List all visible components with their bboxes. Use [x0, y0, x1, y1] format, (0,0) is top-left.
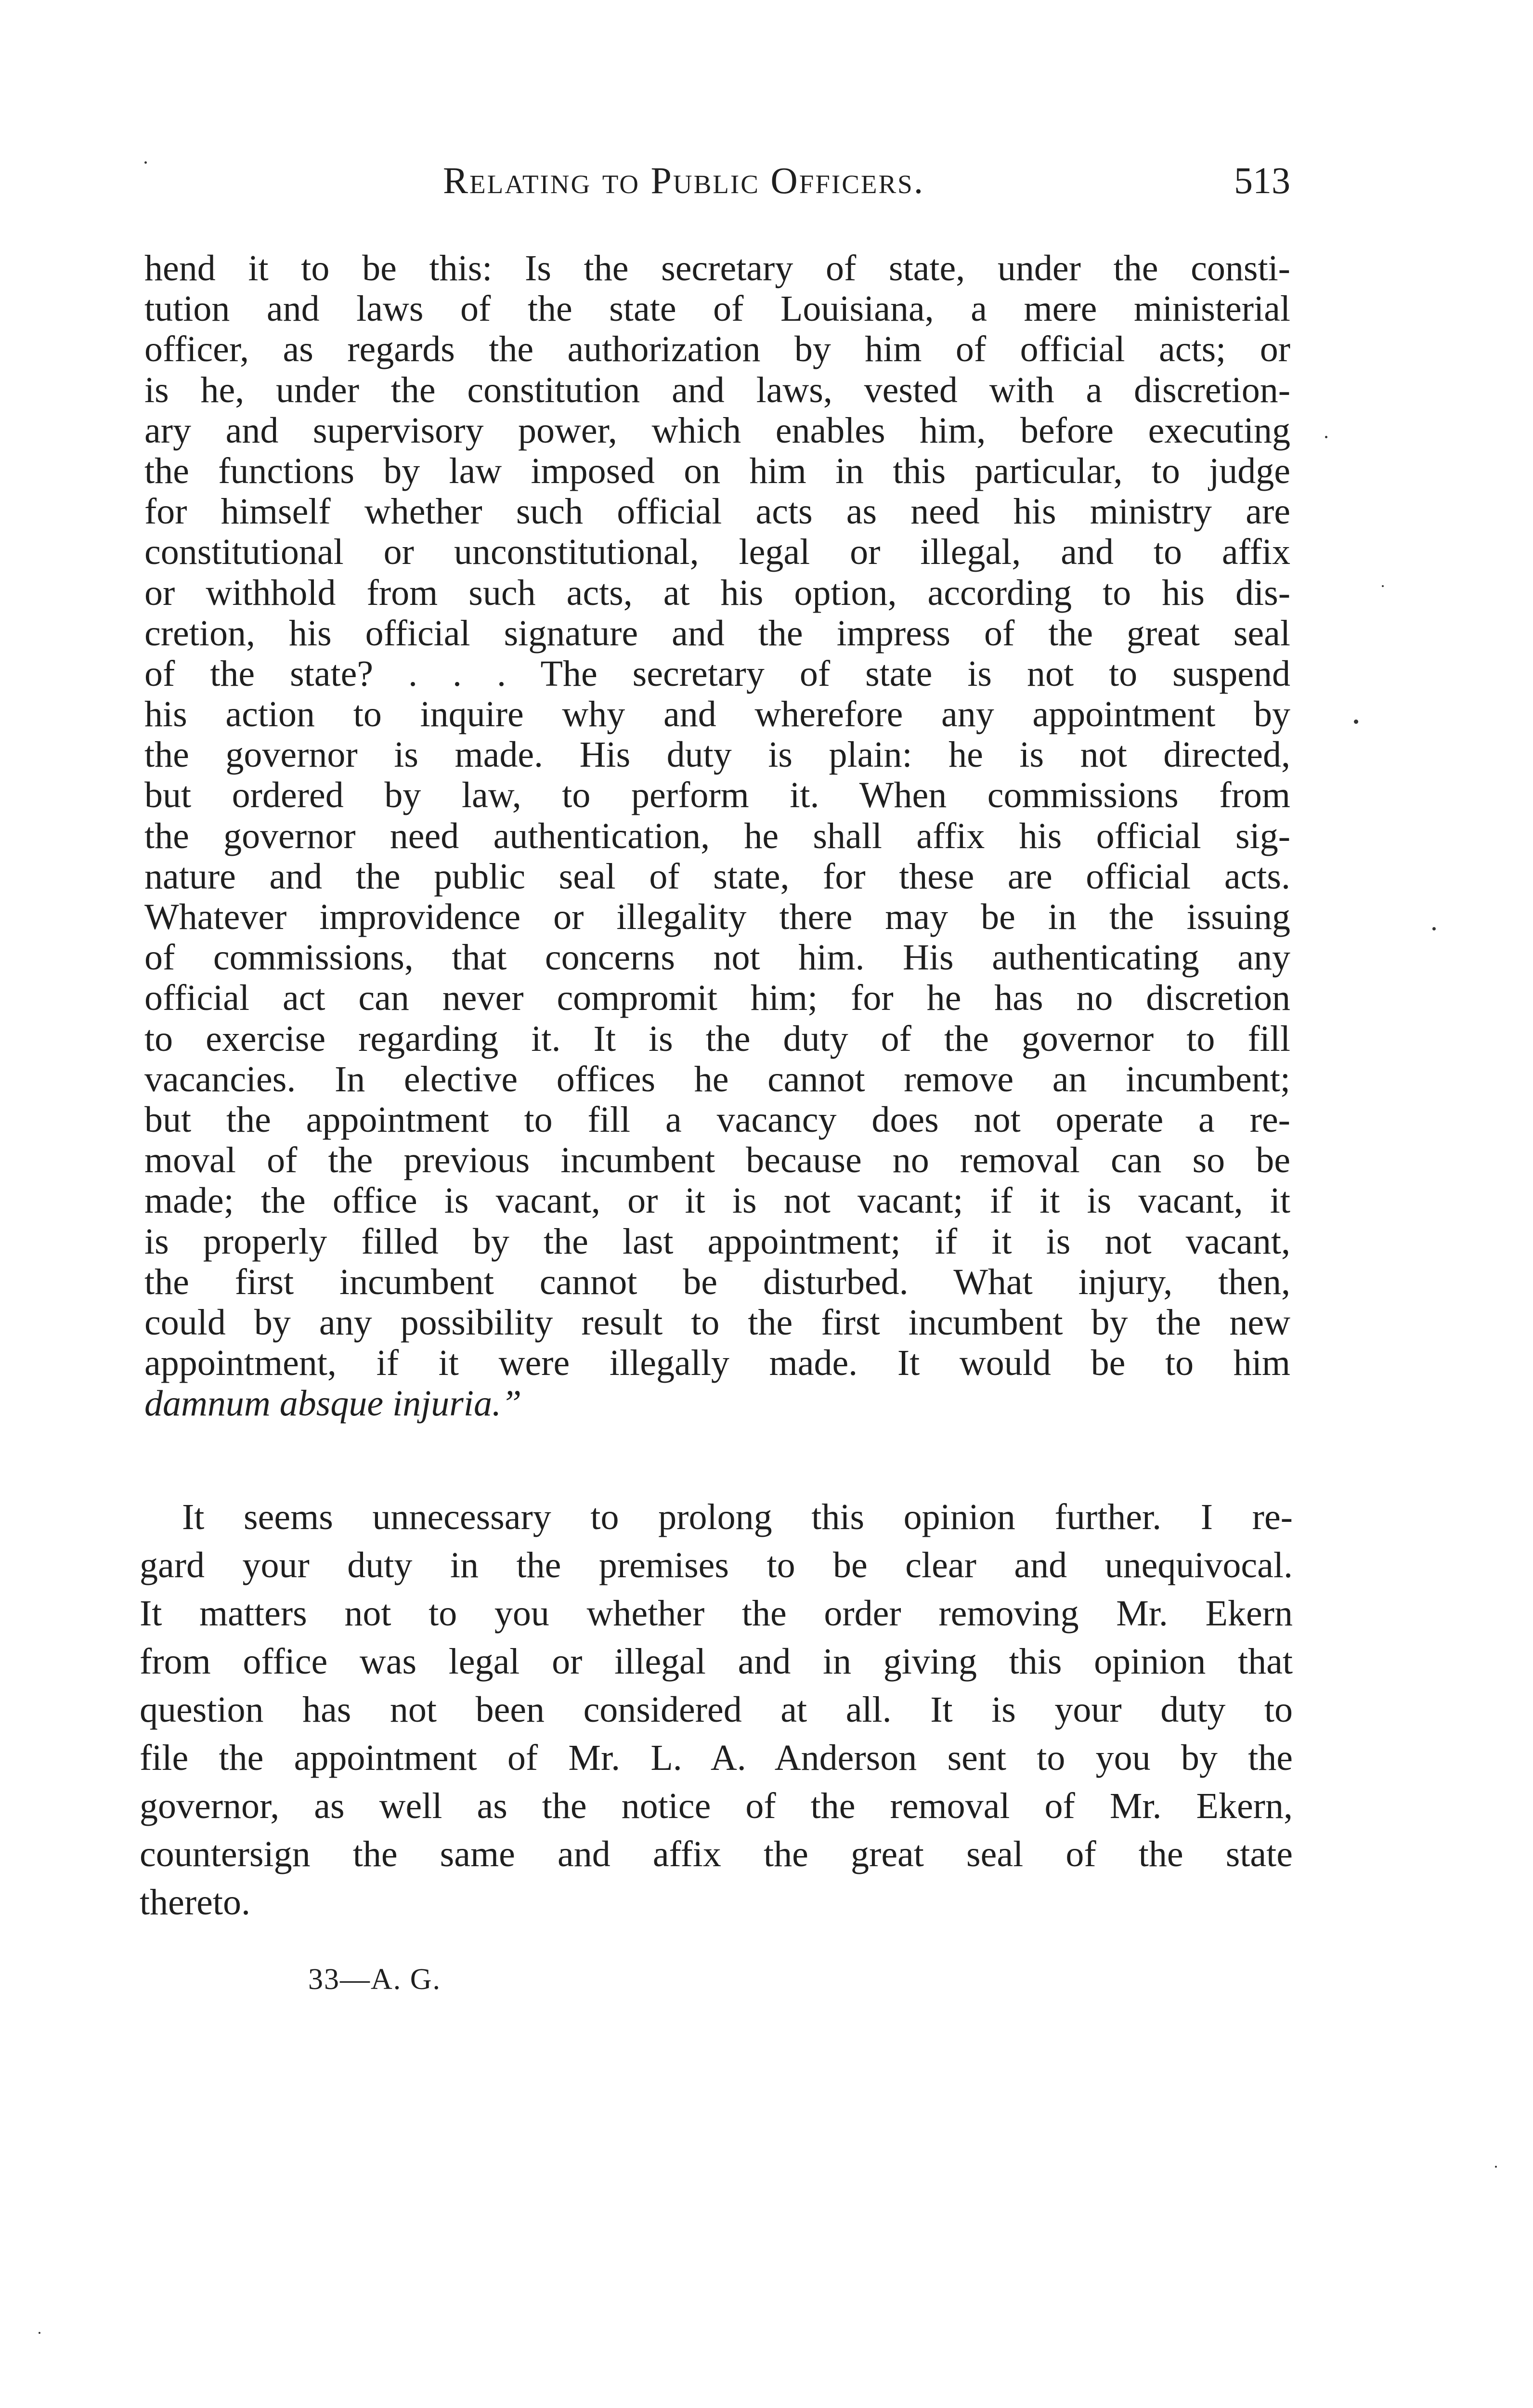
- quote-line: of commissions, that concerns not him. His authenticating any: [144, 937, 1290, 978]
- quote-line: the governor need authentication, he shall affix his official sig-: [144, 815, 1290, 856]
- quote-line: but the appointment to fill a vacancy does not operate a re-: [144, 1099, 1290, 1140]
- opinion-paragraph: [140, 1493, 1293, 1926]
- scan-speck: [1495, 2166, 1497, 2168]
- quote-line: nature and the public seal of state, for these are official acts.: [144, 856, 1290, 897]
- quote-line: tution and laws of the state of Louisiana, a mere ministerial: [144, 288, 1290, 329]
- quote-line: made; the office is vacant, or it is not vacant; if it is vacant, it: [144, 1180, 1290, 1221]
- running-head: [144, 159, 1290, 212]
- scan-speck: [1325, 436, 1327, 438]
- quote-line: official act can never compromit him; for he has no discretion: [144, 978, 1290, 1019]
- quote-line: his action to inquire why and wherefore any appointment by: [144, 694, 1290, 735]
- quote-line: the first incumbent cannot be disturbed. What injury, then,: [144, 1261, 1290, 1302]
- scan-speck: [1432, 927, 1436, 930]
- page-number: 513: [1234, 159, 1290, 201]
- quote-line: cretion, his official signature and the impress of the great seal: [144, 613, 1290, 654]
- paragraph-line: file the appointment of Mr. L. A. Anderson sent to you by the: [140, 1738, 1293, 1778]
- paragraph-line: gard your duty in the premises to be clear and unequivocal.: [140, 1545, 1293, 1585]
- quote-line: or withhold from such acts, at his option, according to his dis-: [144, 572, 1290, 613]
- scan-speck: [1354, 720, 1358, 724]
- quote-line: to exercise regarding it. It is the duty of the governor to fill: [144, 1018, 1290, 1059]
- quote-line: of the state? . . . The secretary of state is not to suspend: [144, 653, 1290, 694]
- scan-speck: [144, 161, 147, 164]
- quote-line: hend it to be this: Is the secretary of state, under the consti-: [144, 248, 1290, 288]
- quote-line: could by any possibility result to the first incumbent by the new: [144, 1302, 1290, 1343]
- quote-line: is properly filled by the last appointment; if it is not vacant,: [144, 1221, 1290, 1262]
- latin-phrase: damnum absque injuria.”: [144, 1383, 522, 1424]
- quote-line: the governor is made. His duty is plain: he is not directed,: [144, 734, 1290, 775]
- paragraph-line: countersign the same and affix the great seal of the state: [140, 1834, 1293, 1874]
- running-title: Relating to Public Officers.: [443, 159, 925, 201]
- paragraph-line: governor, as well as the notice of the removal of Mr. Ekern,: [140, 1786, 1293, 1826]
- paragraph-line: It matters not to you whether the order removing Mr. Ekern: [140, 1593, 1293, 1634]
- quote-line: Whatever improvidence or illegality there may be in the issuing: [144, 897, 1290, 937]
- scan-speck: [39, 2332, 40, 2334]
- paragraph-line: from office was legal or illegal and in giving this opinion that: [140, 1641, 1293, 1682]
- quote-line: the functions by law imposed on him in this particular, to judge: [144, 450, 1290, 491]
- quoted-passage: [144, 248, 1290, 1424]
- quote-line: moval of the previous incumbent because no removal can so be: [144, 1140, 1290, 1181]
- paragraph-line: question has not been considered at all. It is your duty to: [140, 1689, 1293, 1730]
- quote-line: but ordered by law, to perform it. When commissions from: [144, 775, 1290, 816]
- quote-line: constitutional or unconstitutional, legal or illegal, and to affix: [144, 532, 1290, 573]
- quote-line: appointment, if it were illegally made. It would be to him: [144, 1343, 1290, 1384]
- quote-line: ary and supervisory power, which enables him, before executing: [144, 410, 1290, 451]
- scan-speck: [1382, 585, 1384, 587]
- quote-line: officer, as regards the authorization by him of official acts; or: [144, 329, 1290, 370]
- quote-line: for himself whether such official acts as need his ministry are: [144, 491, 1290, 532]
- quote-line: is he, under the constitution and laws, vested with a discretion-: [144, 369, 1290, 410]
- signature-mark: 33—A. G.: [308, 1963, 442, 1996]
- paragraph-line: It seems unnecessary to prolong this opinion further. I re-: [182, 1497, 1293, 1537]
- quote-line: vacancies. In elective offices he cannot remove an incumbent;: [144, 1059, 1290, 1099]
- quote-closing-line: [144, 1383, 1290, 1424]
- paragraph-line: thereto.: [140, 1882, 251, 1923]
